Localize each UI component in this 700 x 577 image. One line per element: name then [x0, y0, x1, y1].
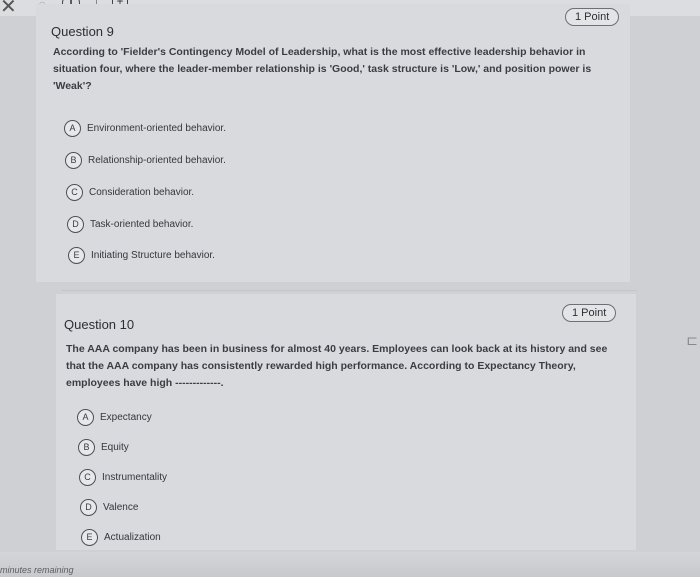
option-label: Instrumentality [102, 471, 168, 483]
option-letter-badge: B [78, 439, 95, 456]
option-c[interactable] [66, 182, 194, 202]
question-text [53, 44, 633, 95]
option-e[interactable] [81, 527, 161, 547]
option-label: Consideration behavior. [89, 186, 195, 198]
option-letter-badge: C [79, 469, 96, 486]
option-c[interactable] [79, 467, 167, 487]
question-text-line: situation four, where the leader-member relationship is 'Good,' task structure is 'Low,' and position power is [53, 63, 592, 75]
option-letter-badge: E [68, 247, 85, 264]
option-letter-badge: C [66, 184, 83, 201]
time-remaining-label: minutes remaining [0, 565, 74, 575]
option-a[interactable] [64, 118, 226, 138]
close-icon[interactable]: ✕ [0, 0, 17, 18]
option-letter-badge: D [80, 499, 97, 516]
question-text-line: 'Weak'? [53, 80, 92, 92]
option-b[interactable] [65, 150, 226, 170]
option-label: Environment-oriented behavior. [87, 122, 226, 134]
option-label: Valence [103, 501, 139, 513]
option-letter-badge: D [67, 216, 84, 233]
option-letter-badge: A [77, 409, 94, 426]
question-text-line: According to 'Fielder's Contingency Model of Leadership, what is the most effective leadership behavior in [53, 46, 586, 58]
scroll-edge-icon: ⊏ [686, 332, 698, 348]
question-text-line: that the AAA company has consistently rewarded high performance. According to Expectancy Theory, [66, 360, 576, 372]
option-label: Task-oriented behavior. [90, 218, 194, 230]
question-title: Question 9 [51, 24, 114, 39]
question-text [66, 341, 626, 392]
option-label: Relationship-oriented behavior. [88, 154, 226, 166]
points-badge: 1 Point [562, 304, 616, 322]
points-badge: 1 Point [565, 8, 619, 26]
option-label: Initiating Structure behavior. [91, 249, 215, 261]
option-label: Actualization [104, 531, 161, 543]
option-a[interactable] [77, 407, 152, 427]
option-e[interactable] [68, 245, 215, 265]
option-letter-badge: E [81, 529, 98, 546]
question-text-line: The AAA company has been in business for almost 40 years. Employees can look back at its history and see [66, 343, 608, 355]
question-text-line: employees have high -------------. [66, 377, 224, 389]
option-d[interactable] [67, 214, 193, 234]
option-d[interactable] [80, 497, 138, 517]
bottom-bar [0, 552, 700, 577]
option-label: Expectancy [100, 411, 152, 423]
option-letter-badge: A [64, 120, 81, 137]
option-label: Equity [101, 441, 129, 453]
option-b[interactable] [78, 437, 129, 457]
question-title: Question 10 [64, 317, 135, 332]
option-letter-badge: B [65, 152, 82, 169]
question-divider [62, 290, 637, 291]
